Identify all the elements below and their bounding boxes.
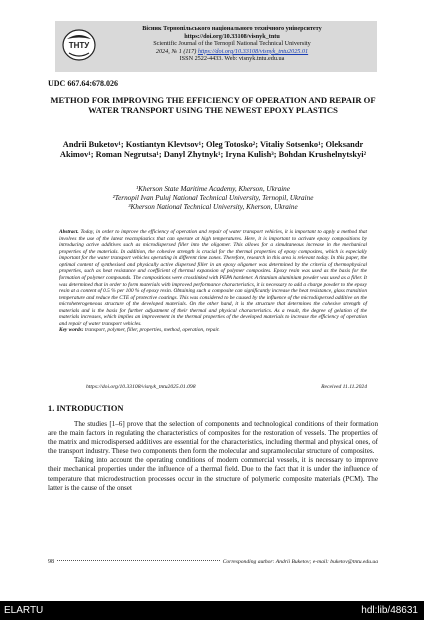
journal-issn: ISSN 2522-4433. Web: visnyk.tntu.edu.ua bbox=[179, 55, 285, 63]
journal-issue bbox=[92, 48, 372, 56]
section-heading: 1. INTRODUCTION bbox=[48, 404, 124, 413]
paragraph: Taking into account the operating conditions of modern commercial vessels, it is necessary to improve their mechanical properties under the influence of a thermal field. Due to the fact that it is under the influence of temperature that microdestruction processes occur in the structure of polymeric composite materials (PCM). The latter is the cause of the onset bbox=[48, 456, 378, 492]
issue-number: 2024, № 1 (117) bbox=[155, 47, 198, 55]
journal-doi-link[interactable]: https://doi.org/10.33108/visnyk_tntu bbox=[184, 32, 280, 40]
logo-text: ТНТУ bbox=[68, 41, 90, 50]
abstract-label: Abstract. bbox=[59, 229, 79, 235]
received-date: Received 11.11.2024 bbox=[321, 384, 367, 390]
affiliation-3: ³Kherson National Technical University, Kherson, Ukraine bbox=[128, 203, 298, 212]
keywords-text: transport, polymer, filler, properties, method, operation, repair. bbox=[84, 327, 220, 334]
article-authors: Andrii Buketov¹; Kostiantyn Klevtsov¹; Oleg Totosko²; Vitaliy Sotsenko¹; Oleksandr Akimov¹; Roman Negrutsa¹; Danyl Zhytnyk¹; Iryna Kulish³; Bohdan Krushelnytskyi² bbox=[59, 140, 367, 160]
repository-label: ELARTU bbox=[4, 605, 44, 616]
affiliations bbox=[48, 185, 378, 213]
issue-doi-link[interactable]: https://doi.org/10.33108/visnyk_tntu2025.01 bbox=[197, 47, 309, 55]
abstract bbox=[59, 229, 367, 334]
article-title: METHOD FOR IMPROVING THE EFFICIENCY OF OPERATION AND REPAIR OF WATER TRANSPORT USING THE NEWEST EPOXY PLASTICS bbox=[50, 95, 376, 116]
article-doi[interactable]: https://doi.org/10.33108/visnyk_tntu2025.01.098 bbox=[86, 384, 196, 390]
keywords-label: Key words: bbox=[59, 327, 84, 334]
udc-code: UDC 667.64:678.026 bbox=[48, 79, 118, 88]
corresponding-author: Corresponding author: Andrii Buketov; e-mail: buketov@tntu.edu.ua bbox=[222, 559, 378, 565]
affiliation-1: ¹Kherson State Maritime Academy, Kherson, Ukraine bbox=[136, 185, 290, 193]
abstract-text: Today, in order to improve the efficiency of operation and repair of water transport vehicles, it is important to apply a method that involves the use of the latest reactoplastics that can operate at high temperatures. Here, it is important to activate epoxy compositions by introducing active additives such as microdispersed filler into the oligomer. This allows for a simultaneous increase in the mechanical properties of the materials. In addition, the cohesive strength is crucial for the thermal properties of epoxy composites, which is especially important for the water transport vehicles operating in different time zones. Therefore, research in this area is relevant today. In this paper, the optimal content of synthesised and physically active dispersed filler in an epoxy oligomer was determined by the criteria of thermophysical properties, such as heat resistance and coefficient of thermal expansion of polymer composites. Epoxy resin was used as the basis for the formation of polymer compounds. The compositions were crosslinked with PEPA hardener. A titanium aluminium powder was used as a filler. It was determined that in order to form materials with improved performance characteristics, it is necessary to add a charge powder to the epoxy resin at a content of 0.5 % per 100 % of epoxy resin. Obtaining such a composite can significantly increase the heat resistance, glass transition temperature and reduce the CTE of protective coatings. This was considered to be caused by the influence of the microdispersed additive on the microheterogeneous structure of the developed materials. On the other hand, it is the structure that determines the cohesive strength of materials and is the basis for further adjustment of their thermal and physical characteristics. As a result, the degree of gelation of the materials increases, which implies an improvement in the thermal properties of the developed materials to increase the efficiency of operation and repair of water transport vehicles. bbox=[59, 229, 367, 327]
journal-name-en: Scientific Journal of the Ternopil National Technical University bbox=[153, 40, 311, 48]
journal-name-ua: Вісник Тернопільського національного технічного університету bbox=[142, 25, 322, 32]
keywords bbox=[59, 327, 367, 334]
paragraph: The studies [1–6] prove that the selection of components and technological conditions of their formation are the main factors in regulating the characteristics of composites for the restoration of vessels. The properties of the matrix and microdispersed additives are essential for the characteristics, including thermal and physical ones, of the transport industry. These two components then form the molecular and supramolecular structure of composites. bbox=[48, 420, 378, 456]
journal-header bbox=[92, 25, 372, 63]
affiliation-2: ²Ternopil Ivan Puluj National Technical University, Ternopil, Ukraine bbox=[112, 194, 314, 203]
handle-id[interactable]: hdl:lib/48631 bbox=[361, 605, 418, 616]
page-number: 98 bbox=[48, 559, 54, 565]
body-text bbox=[48, 420, 378, 493]
